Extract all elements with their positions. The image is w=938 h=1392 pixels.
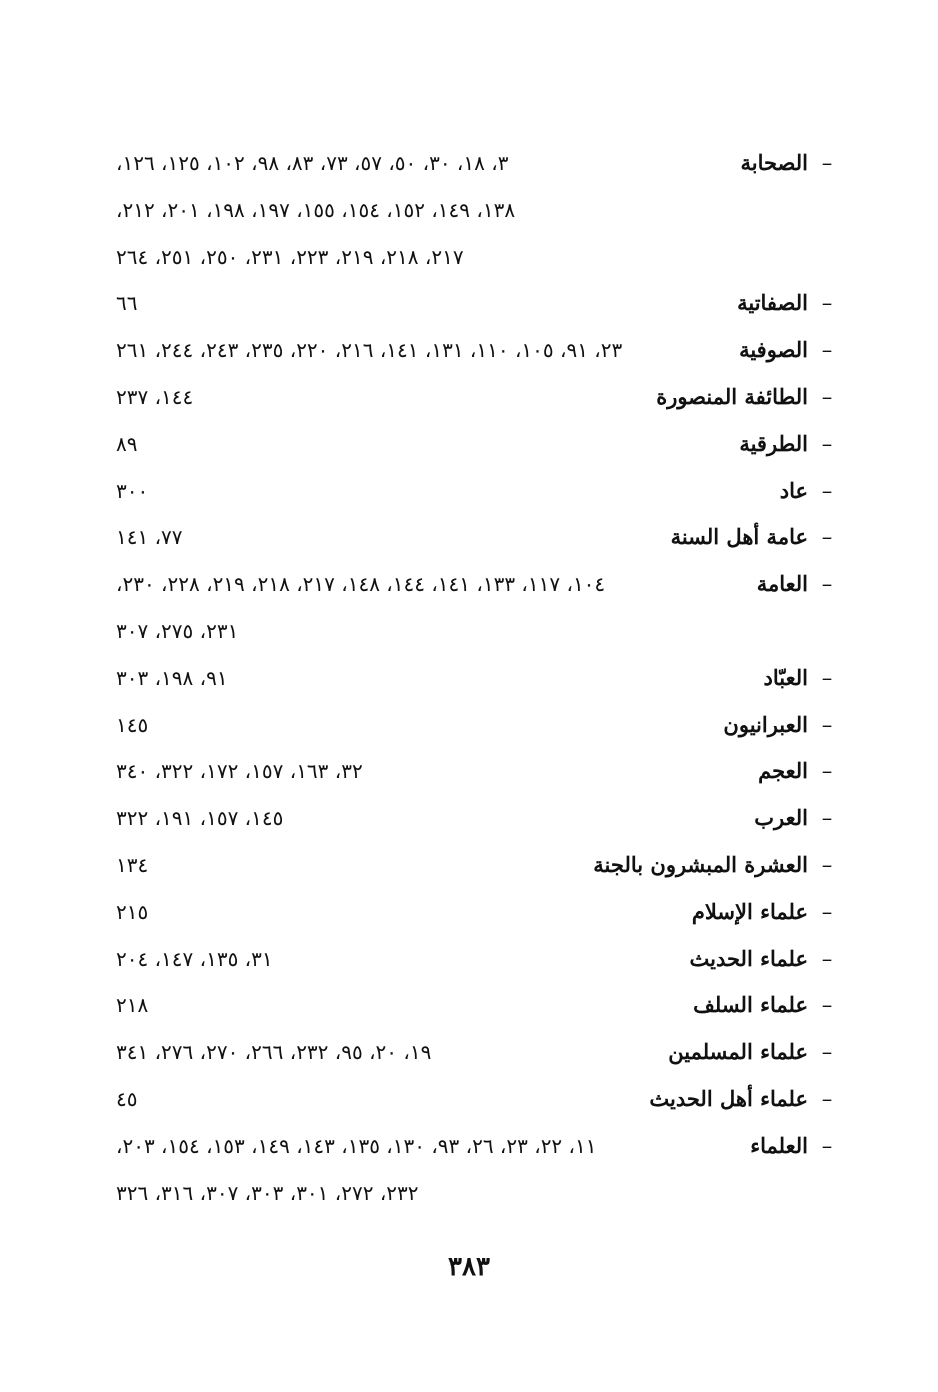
- index-entry: [108, 561, 838, 655]
- index-entry: [108, 702, 838, 749]
- index-entry: [108, 982, 838, 1029]
- page-references: ١٤٤، ٢٣٧: [116, 384, 194, 409]
- page-references: ٣، ١٨، ٣٠، ٥٠، ٥٧، ٧٣، ٨٣، ٩٨، ١٠٢، ١٢٥، ١٢٦،: [116, 151, 509, 175]
- index-entry-line: [108, 795, 838, 842]
- index-entry-line: [108, 514, 838, 561]
- index-entry: [108, 514, 838, 561]
- index-term: العبّاد: [763, 664, 808, 690]
- index-entry-line: [108, 561, 838, 608]
- index-entry-continuation-line: [108, 608, 838, 655]
- entry-dash: –: [821, 759, 833, 784]
- index-entry-line: [108, 327, 838, 374]
- index-term: علماء الإسلام: [691, 898, 808, 924]
- page-number: ٣٨٣: [448, 1252, 490, 1282]
- page-references: ١١، ٢٢، ٢٣، ٢٦، ٩٣، ١٣٠، ١٣٥، ١٤٣، ١٤٩، ١٥٣، ١٥٤، ٢٠٣،: [116, 1133, 597, 1158]
- index-entry-continuation-line: [108, 187, 838, 234]
- entry-dash: –: [821, 946, 833, 971]
- index-term: الصوفية: [739, 337, 808, 363]
- page-references: ٨٩: [116, 431, 138, 456]
- index-entry: [108, 655, 838, 702]
- index-entry-line: [108, 1029, 838, 1076]
- entry-dash: –: [821, 151, 833, 175]
- index-entry-line: [108, 468, 838, 515]
- page-references: ١٣٨، ١٤٩، ١٥٢، ١٥٤، ١٥٥، ١٩٧، ١٩٨، ٢٠١، ٢١٢،: [116, 197, 516, 222]
- index-entry-line: [108, 140, 838, 187]
- index-entries: [108, 140, 838, 1216]
- index-entry: [108, 1076, 838, 1123]
- index-entry-line: [108, 936, 838, 983]
- page-references: ١٤٥، ١٥٧، ١٩١، ٣٢٢: [116, 806, 284, 831]
- index-term: العشرة المبشرون بالجنة: [593, 851, 808, 877]
- page-references: ٤٥: [116, 1086, 138, 1111]
- index-entry-line: [108, 982, 838, 1029]
- page-references: ٢٣٢، ٢٧٢، ٣٠١، ٣٠٣، ٣٠٧، ٣١٦، ٣٢٦: [116, 1180, 419, 1205]
- page-references: ١٩، ٢٠، ٩٥، ٢٣٢، ٢٦٦، ٢٧٠، ٢٧٦، ٣٤١: [116, 1040, 432, 1065]
- index-entry-line: [108, 374, 838, 421]
- index-entry: [108, 374, 838, 421]
- index-term: العجم: [758, 758, 808, 784]
- entry-dash: –: [821, 806, 833, 831]
- entry-dash: –: [821, 384, 833, 409]
- index-term: الصحابة: [740, 150, 808, 175]
- index-term: علماء السلف: [693, 992, 808, 1018]
- page-references: ٢١٥: [116, 899, 149, 924]
- entry-dash: –: [821, 572, 833, 597]
- index-entry-line: [108, 280, 838, 327]
- page-references: ١٣٤: [116, 852, 149, 877]
- index-entry: [108, 795, 838, 842]
- index-entry-line: [108, 1123, 838, 1170]
- index-entry: [108, 842, 838, 889]
- index-entry: [108, 327, 838, 374]
- page-references: ٢١٨: [116, 993, 149, 1018]
- entry-dash: –: [821, 665, 833, 690]
- index-entry-line: [108, 889, 838, 936]
- entry-dash: –: [821, 291, 833, 316]
- index-entry: [108, 468, 838, 515]
- entry-dash: –: [821, 993, 833, 1018]
- index-entry: [108, 1123, 838, 1217]
- index-entry-continuation-line: [108, 1170, 838, 1217]
- index-term: الطرقية: [739, 430, 808, 456]
- index-entry: [108, 748, 838, 795]
- page-references: ٧٧، ١٤١: [116, 525, 183, 550]
- index-term: العامة: [756, 571, 808, 597]
- page-references: ٦٦: [116, 291, 138, 316]
- index-term: علماء المسلمين: [668, 1039, 808, 1065]
- page-references: ٣٢، ١٦٣، ١٥٧، ١٧٢، ٣٢٢، ٣٤٠: [116, 759, 363, 784]
- index-entry-line: [108, 842, 838, 889]
- index-entry: [108, 936, 838, 983]
- index-term: العرب: [754, 805, 808, 831]
- index-entry-line: [108, 1076, 838, 1123]
- index-entry-line: [108, 748, 838, 795]
- page-references: ٣١، ١٣٥، ١٤٧، ٢٠٤: [116, 946, 273, 971]
- page-references: ١٤٥: [116, 712, 149, 737]
- entry-dash: –: [821, 852, 833, 877]
- index-term: عاد: [779, 477, 808, 503]
- index-entry: [108, 1029, 838, 1076]
- index-term: عامة أهل السنة: [670, 524, 808, 550]
- entry-dash: –: [821, 1133, 833, 1158]
- index-entry-line: [108, 702, 838, 749]
- index-entry: [108, 140, 838, 280]
- index-entry-continuation-line: [108, 234, 838, 281]
- index-term: العبرانيون: [723, 711, 808, 737]
- page-references: ٢٣، ٩١، ١٠٥، ١١٠، ١٣١، ١٤١، ٢١٦، ٢٢٠، ٢٣٥، ٢٤٣، ٢٤٤، ٢٦١: [116, 338, 623, 363]
- index-term: العلماء: [750, 1132, 808, 1158]
- page-references: ١٠٤، ١١٧، ١٣٣، ١٤١، ١٤٤، ١٤٨، ٢١٧، ٢١٨، ٢١٩، ٢٢٨، ٢٣٠،: [116, 572, 606, 597]
- entry-dash: –: [821, 525, 833, 550]
- index-entry: [108, 280, 838, 327]
- entry-dash: –: [821, 431, 833, 456]
- entry-dash: –: [821, 712, 833, 737]
- entry-dash: –: [821, 1040, 833, 1065]
- entry-dash: –: [821, 338, 833, 363]
- entry-dash: –: [821, 1086, 833, 1111]
- entry-dash: –: [821, 899, 833, 924]
- entry-dash: –: [821, 478, 833, 503]
- index-entry-line: [108, 421, 838, 468]
- page-references: ٩١، ١٩٨، ٣٠٣: [116, 665, 228, 690]
- index-term: الطائفة المنصورة: [656, 383, 808, 409]
- index-entry: [108, 889, 838, 936]
- index-term: علماء الحديث: [689, 945, 808, 971]
- index-entry: [108, 421, 838, 468]
- page-references: ٢٣١، ٢٧٥، ٣٠٧: [116, 618, 239, 643]
- index-term: الصفاتية: [737, 290, 808, 316]
- index-term: علماء أهل الحديث: [649, 1085, 808, 1111]
- index-entry-line: [108, 655, 838, 702]
- page-references: ٣٠٠: [116, 478, 149, 503]
- page-references: ٢١٧، ٢١٨، ٢١٩، ٢٢٣، ٢٣١، ٢٥٠، ٢٥١، ٢٦٤: [116, 244, 464, 269]
